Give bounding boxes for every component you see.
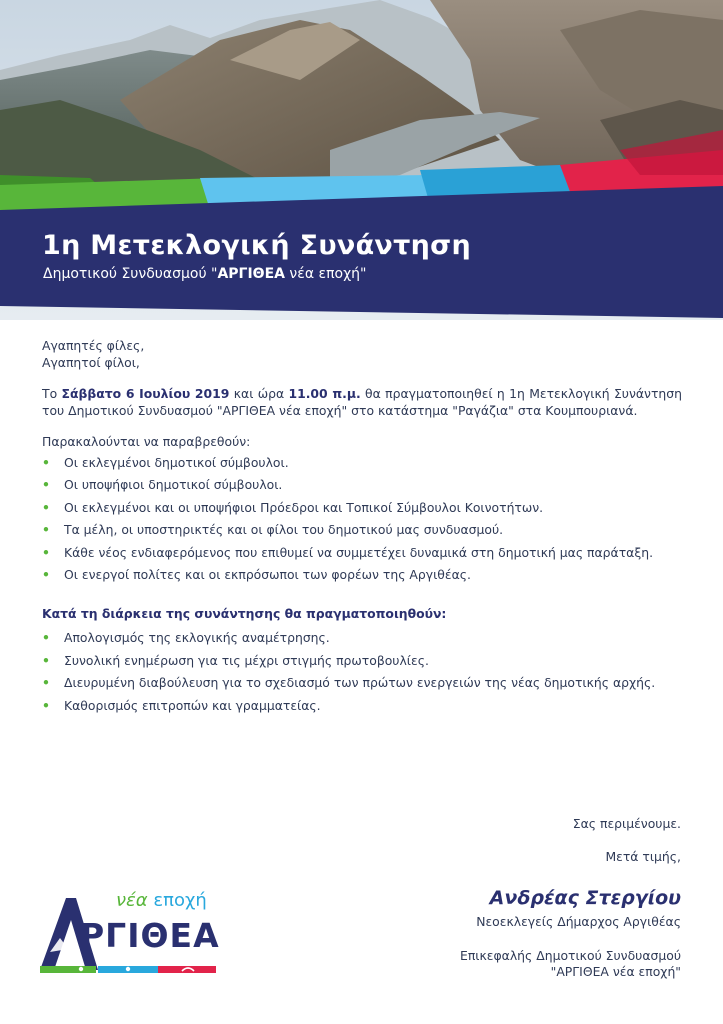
signer-affiliation-line-1: Επικεφαλής Δημοτικού Συνδυασμού — [460, 948, 681, 963]
logo-tagline-nea: νέα — [116, 890, 148, 911]
signer-name: Ανδρέας Στεργίου — [489, 887, 681, 909]
signer-affiliation-line-2: "ΑΡΓΙΘΕΑ νέα εποχή" — [550, 964, 681, 979]
list-item — [42, 630, 682, 647]
meeting-date: Σάββατο 6 Ιουλίου 2019 — [61, 386, 230, 401]
bullet-icon: • — [42, 544, 50, 560]
list-item-text: Κάθε νέος ενδιαφερόμενος που επιθυμεί να συμμετέχει δυναμικά στη δημοτική μας παράταξη. — [64, 544, 654, 560]
greeting-line-2: Αγαπητοί φίλοι, — [42, 354, 140, 370]
list-item-text: Συνολική ενημέρωση για τις μέχρι στιγμής πρωτοβουλίες. — [64, 652, 429, 668]
intro-text-1: Το — [42, 386, 62, 401]
logo-name: ΡΓΙΘΕΑ — [80, 916, 220, 955]
greeting — [42, 338, 682, 371]
list-item-text: Οι υποψήφιοι δημοτικοί σύμβουλοι. — [64, 477, 283, 492]
bullet-icon: • — [42, 675, 50, 690]
list-item-text: Οι εκλεγμένοι δημοτικοί σύμβουλοι. — [64, 454, 289, 470]
bullet-icon: • — [42, 477, 50, 492]
letter-body — [42, 338, 682, 736]
list-item-text: Διευρυμένη διαβούλευση για το σχεδιασμό των πρώτων ενεργειών της νέας δημοτικής αρχής. — [64, 675, 656, 690]
list-item — [42, 675, 682, 692]
list-item — [42, 567, 682, 584]
signer-role: Νεοεκλεγείς Δήμαρχος Αργιθέας — [476, 914, 681, 929]
list-item — [42, 545, 682, 562]
invited-list — [42, 455, 682, 584]
agenda-heading: Κατά τη διάρκεια της συνάντησης θα πραγματοποιηθούν: — [42, 605, 447, 621]
list-item — [42, 477, 682, 494]
agenda-list — [42, 630, 682, 714]
greeting-line-1: Αγαπητές φίλες, — [42, 338, 145, 353]
list-item-text: Καθορισμός επιτροπών και γραμματείας. — [64, 697, 321, 713]
list-item — [42, 522, 682, 539]
bullet-icon: • — [42, 630, 50, 645]
subtitle-suffix: νέα εποχή" — [284, 266, 367, 282]
intro-text-2: και ώρα — [229, 386, 289, 401]
bullet-icon: • — [42, 652, 50, 668]
subtitle-prefix: Δημοτικού Συνδυασμού " — [43, 266, 218, 282]
list-item — [42, 698, 682, 715]
list-item-text: Οι ενεργοί πολίτες και οι εκπρόσωποι των φορέων της Αργιθέας. — [64, 567, 471, 582]
list-item — [42, 653, 682, 670]
list-item-text: Τα μέλη, οι υποστηρικτές και οι φίλοι του δημοτικού μας συνδυασμού. — [64, 522, 504, 537]
page-title: 1η Μετεκλογική Συνάντηση — [42, 230, 472, 261]
meeting-time: 11.00 π.μ. — [288, 386, 361, 401]
bullet-icon: • — [42, 522, 50, 537]
logo-tagline — [116, 890, 207, 911]
invited-lead: Παρακαλούνται να παραβρεθούν: — [42, 434, 251, 449]
bullet-icon: • — [42, 567, 50, 582]
list-item-text: Απολογισμός της εκλογικής αναμέτρησης. — [64, 630, 330, 645]
bullet-icon: • — [42, 697, 50, 713]
subtitle-brand: ΑΡΓΙΘΕΑ — [217, 266, 285, 282]
bullet-icon: • — [42, 454, 50, 470]
bullet-icon: • — [42, 499, 50, 515]
intro-text-3: θα πραγματοποιηθεί η 1η Μετεκλογική Συνάντηση του Δημοτικού Συνδυασμού "ΑΡΓΙΘΕΑ νέα εποχή" στο κατάστημα "Ραγάζια" στα Κουμπουριανά. — [42, 386, 682, 418]
list-item — [42, 455, 682, 472]
closing-line-2: Μετά τιμής, — [605, 849, 681, 864]
list-item — [42, 500, 682, 517]
page-subtitle — [43, 266, 366, 282]
signer-affiliation — [460, 948, 681, 980]
closing-line-1: Σας περιμένουμε. — [572, 816, 681, 831]
logo-tagline-epochi: εποχή — [153, 890, 207, 911]
logo — [36, 890, 226, 980]
intro-paragraph — [42, 386, 682, 419]
list-item-text: Οι εκλεγμένοι και οι υποψήφιοι Πρόεδροι και Τοπικοί Σύμβουλοι Κοινοτήτων. — [64, 499, 544, 515]
